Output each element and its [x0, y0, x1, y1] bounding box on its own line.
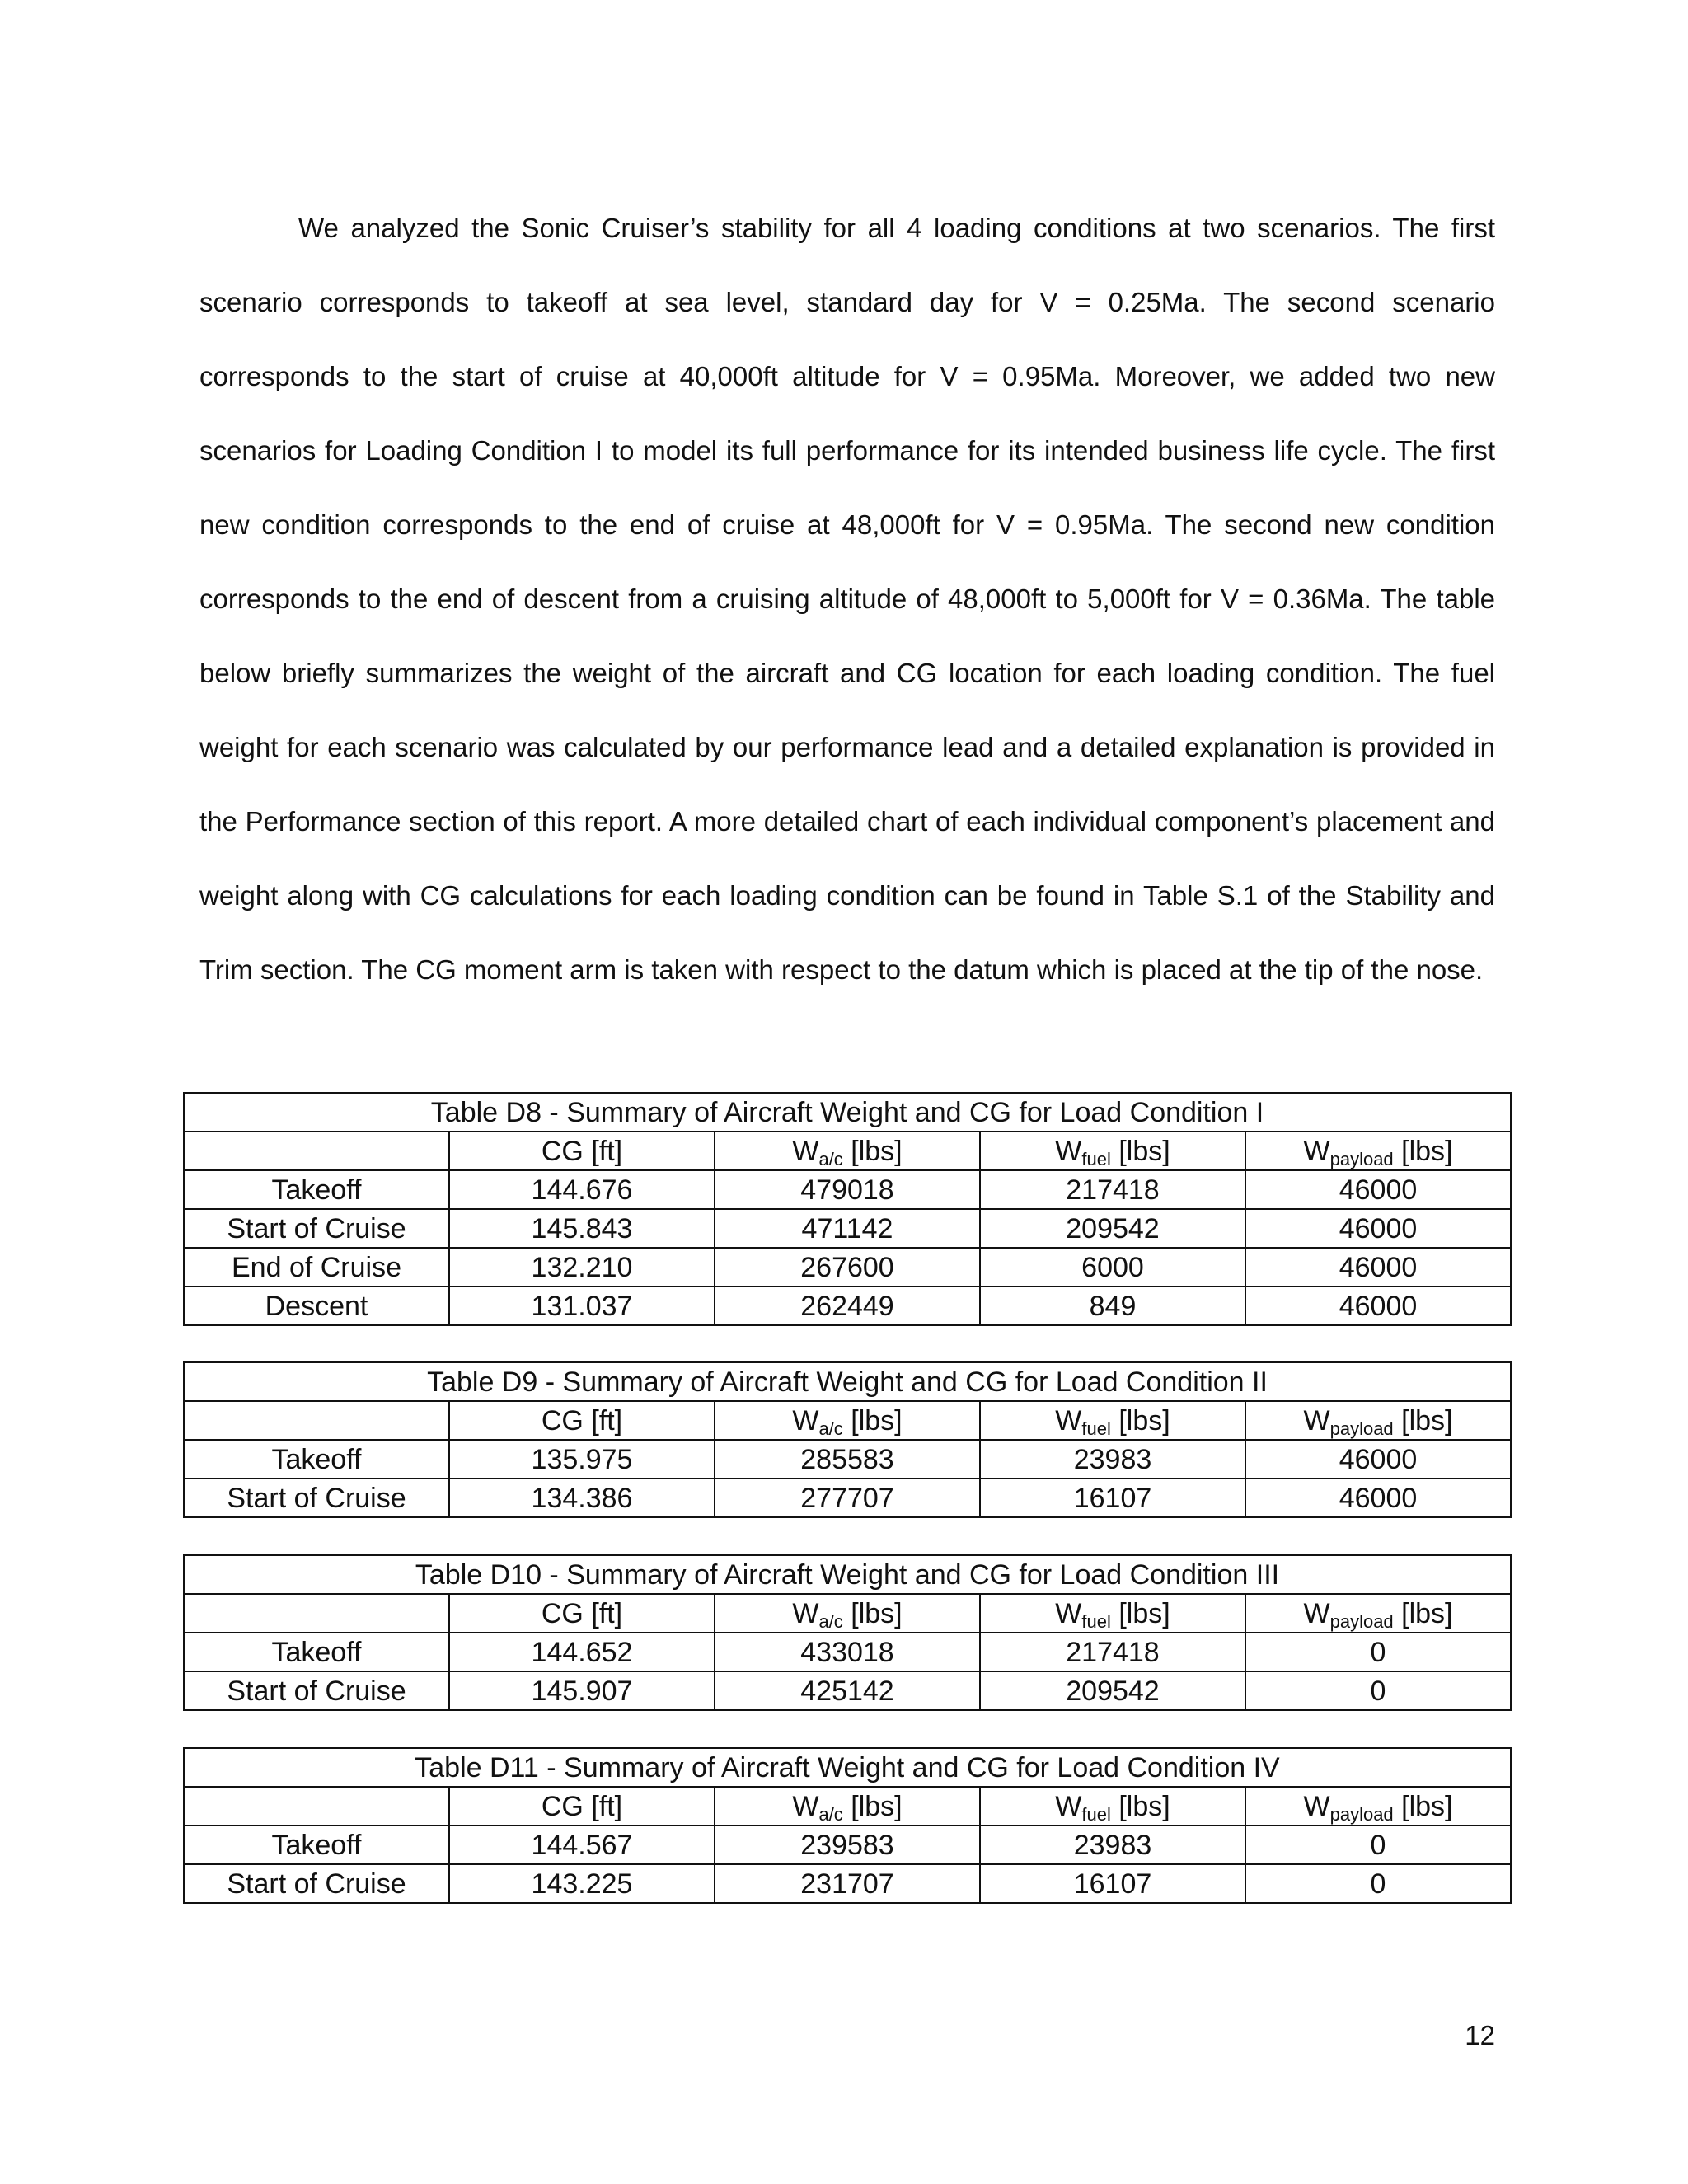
cell-weight-fuel: 16107	[980, 1479, 1245, 1517]
cell-weight-payload: 46000	[1245, 1286, 1511, 1325]
header-blank	[184, 1787, 449, 1825]
table-header-row	[184, 1787, 1511, 1825]
cell-cg: 144.567	[449, 1825, 715, 1864]
table-header-row	[184, 1401, 1511, 1440]
cell-cg: 132.210	[449, 1248, 715, 1286]
table-title-row	[184, 1555, 1511, 1594]
table-title-row	[184, 1362, 1511, 1401]
row-label: Takeoff	[184, 1633, 449, 1671]
table-row	[184, 1286, 1511, 1325]
table-header-row	[184, 1132, 1511, 1170]
cell-cg: 134.386	[449, 1479, 715, 1517]
table-row	[184, 1479, 1511, 1517]
cell-weight-payload: 46000	[1245, 1440, 1511, 1479]
table-title-row	[184, 1093, 1511, 1132]
cell-weight-payload: 46000	[1245, 1479, 1511, 1517]
body-paragraph: We analyzed the Sonic Cruiser’s stability for all 4 loading conditions at two scenarios. The first scenario corresponds to takeoff at sea level, standard day for V = 0.25Ma. The second scenario corresponds to the start of cruise at 40,000ft altitude for V = 0.95Ma. Moreover, we added two new scenarios for Loading Condition I to model its full performance for its intended business life cycle. The first new condition corresponds to the end of cruise at 48,000ft for V = 0.95Ma. The second new condition corresponds to the end of descent from a cruising altitude of 48,000ft to 5,000ft for V = 0.36Ma. The table below briefly summarizes the weight of the aircraft and CG location for each loading condition. The fuel weight for each scenario was calculated by our performance lead and a detailed explanation is provided in the Performance section of this report. A more detailed chart of each individual component’s placement and weight along with CG calculations for each loading condition can be found in Table S.1 of the Stability and Trim section. The CG moment arm is taken with respect to the datum which is placed at the tip of the nose.	[199, 213, 1495, 985]
cell-cg: 135.975	[449, 1440, 715, 1479]
row-label: Start of Cruise	[184, 1479, 449, 1517]
table-title: Table D8 - Summary of Aircraft Weight and CG for Load Condition I	[184, 1093, 1511, 1132]
header-weight-fuel: $W_{fuel}$ [lbs]	[980, 1401, 1245, 1440]
cell-weight-payload: 0	[1245, 1633, 1511, 1671]
cell-weight-ac: 277707	[715, 1479, 980, 1517]
header-weight-payload: $W_{payload}$ [lbs]	[1245, 1401, 1511, 1440]
table-title-row	[184, 1748, 1511, 1787]
row-label: Takeoff	[184, 1440, 449, 1479]
cell-weight-fuel: 849	[980, 1286, 1245, 1325]
row-label: Descent	[184, 1286, 449, 1325]
cell-weight-fuel: 217418	[980, 1633, 1245, 1671]
cell-weight-fuel: 16107	[980, 1864, 1245, 1903]
cell-cg: 131.037	[449, 1286, 715, 1325]
cell-weight-ac: 425142	[715, 1671, 980, 1710]
cell-weight-payload: 46000	[1245, 1170, 1511, 1209]
cell-weight-ac: 471142	[715, 1209, 980, 1248]
header-weight-payload: $W_{payload}$ [lbs]	[1245, 1594, 1511, 1633]
cell-weight-ac: 479018	[715, 1170, 980, 1209]
cell-weight-ac: 262449	[715, 1286, 980, 1325]
cell-cg: 145.907	[449, 1671, 715, 1710]
cell-weight-fuel: 209542	[980, 1671, 1245, 1710]
cell-weight-fuel: 6000	[980, 1248, 1245, 1286]
cell-weight-ac: 267600	[715, 1248, 980, 1286]
cell-cg: 144.676	[449, 1170, 715, 1209]
cell-weight-ac: 239583	[715, 1825, 980, 1864]
table-row	[184, 1209, 1511, 1248]
header-weight-fuel: $W_{fuel}$ [lbs]	[980, 1787, 1245, 1825]
header-weight-fuel: $W_{fuel}$ [lbs]	[980, 1132, 1245, 1170]
cell-weight-ac: 433018	[715, 1633, 980, 1671]
table-row	[184, 1440, 1511, 1479]
row-label: Takeoff	[184, 1170, 449, 1209]
header-weight-ac: $W_{a/c}$ [lbs]	[715, 1132, 980, 1170]
header-blank	[184, 1401, 449, 1440]
cell-cg: 144.652	[449, 1633, 715, 1671]
cell-weight-fuel: 209542	[980, 1209, 1245, 1248]
row-label: End of Cruise	[184, 1248, 449, 1286]
cell-weight-ac: 231707	[715, 1864, 980, 1903]
cell-weight-payload: 46000	[1245, 1248, 1511, 1286]
header-blank	[184, 1132, 449, 1170]
table-row	[184, 1825, 1511, 1864]
cell-weight-ac: 285583	[715, 1440, 980, 1479]
row-label: Start of Cruise	[184, 1209, 449, 1248]
header-weight-fuel: $W_{fuel}$ [lbs]	[980, 1594, 1245, 1633]
table-d10	[183, 1554, 1512, 1711]
table-d9	[183, 1361, 1512, 1518]
cell-weight-payload: 0	[1245, 1864, 1511, 1903]
header-weight-payload: $W_{payload}$ [lbs]	[1245, 1132, 1511, 1170]
table-title: Table D10 - Summary of Aircraft Weight and CG for Load Condition III	[184, 1555, 1511, 1594]
header-cg: CG [ft]	[449, 1401, 715, 1440]
cell-weight-payload: 0	[1245, 1825, 1511, 1864]
cell-weight-fuel: 23983	[980, 1440, 1245, 1479]
header-weight-payload: $W_{payload}$ [lbs]	[1245, 1787, 1511, 1825]
row-label: Start of Cruise	[184, 1671, 449, 1710]
row-label: Start of Cruise	[184, 1864, 449, 1903]
cell-weight-fuel: 23983	[980, 1825, 1245, 1864]
table-header-row	[184, 1594, 1511, 1633]
cell-cg: 145.843	[449, 1209, 715, 1248]
header-weight-ac: $W_{a/c}$ [lbs]	[715, 1787, 980, 1825]
cell-weight-payload: 46000	[1245, 1209, 1511, 1248]
cell-cg: 143.225	[449, 1864, 715, 1903]
page-number: 12	[1465, 2020, 1495, 2050]
table-row	[184, 1864, 1511, 1903]
header-weight-ac: $W_{a/c}$ [lbs]	[715, 1594, 980, 1633]
header-blank	[184, 1594, 449, 1633]
cell-weight-fuel: 217418	[980, 1170, 1245, 1209]
header-weight-ac: $W_{a/c}$ [lbs]	[715, 1401, 980, 1440]
header-cg: CG [ft]	[449, 1787, 715, 1825]
table-d8	[183, 1092, 1512, 1326]
table-title: Table D9 - Summary of Aircraft Weight and CG for Load Condition II	[184, 1362, 1511, 1401]
table-row	[184, 1170, 1511, 1209]
table-row	[184, 1633, 1511, 1671]
cell-weight-payload: 0	[1245, 1671, 1511, 1710]
header-cg: CG [ft]	[449, 1594, 715, 1633]
table-title: Table D11 - Summary of Aircraft Weight and CG for Load Condition IV	[184, 1748, 1511, 1787]
table-row	[184, 1248, 1511, 1286]
table-d11	[183, 1747, 1512, 1904]
header-cg: CG [ft]	[449, 1132, 715, 1170]
row-label: Takeoff	[184, 1825, 449, 1864]
table-row	[184, 1671, 1511, 1710]
